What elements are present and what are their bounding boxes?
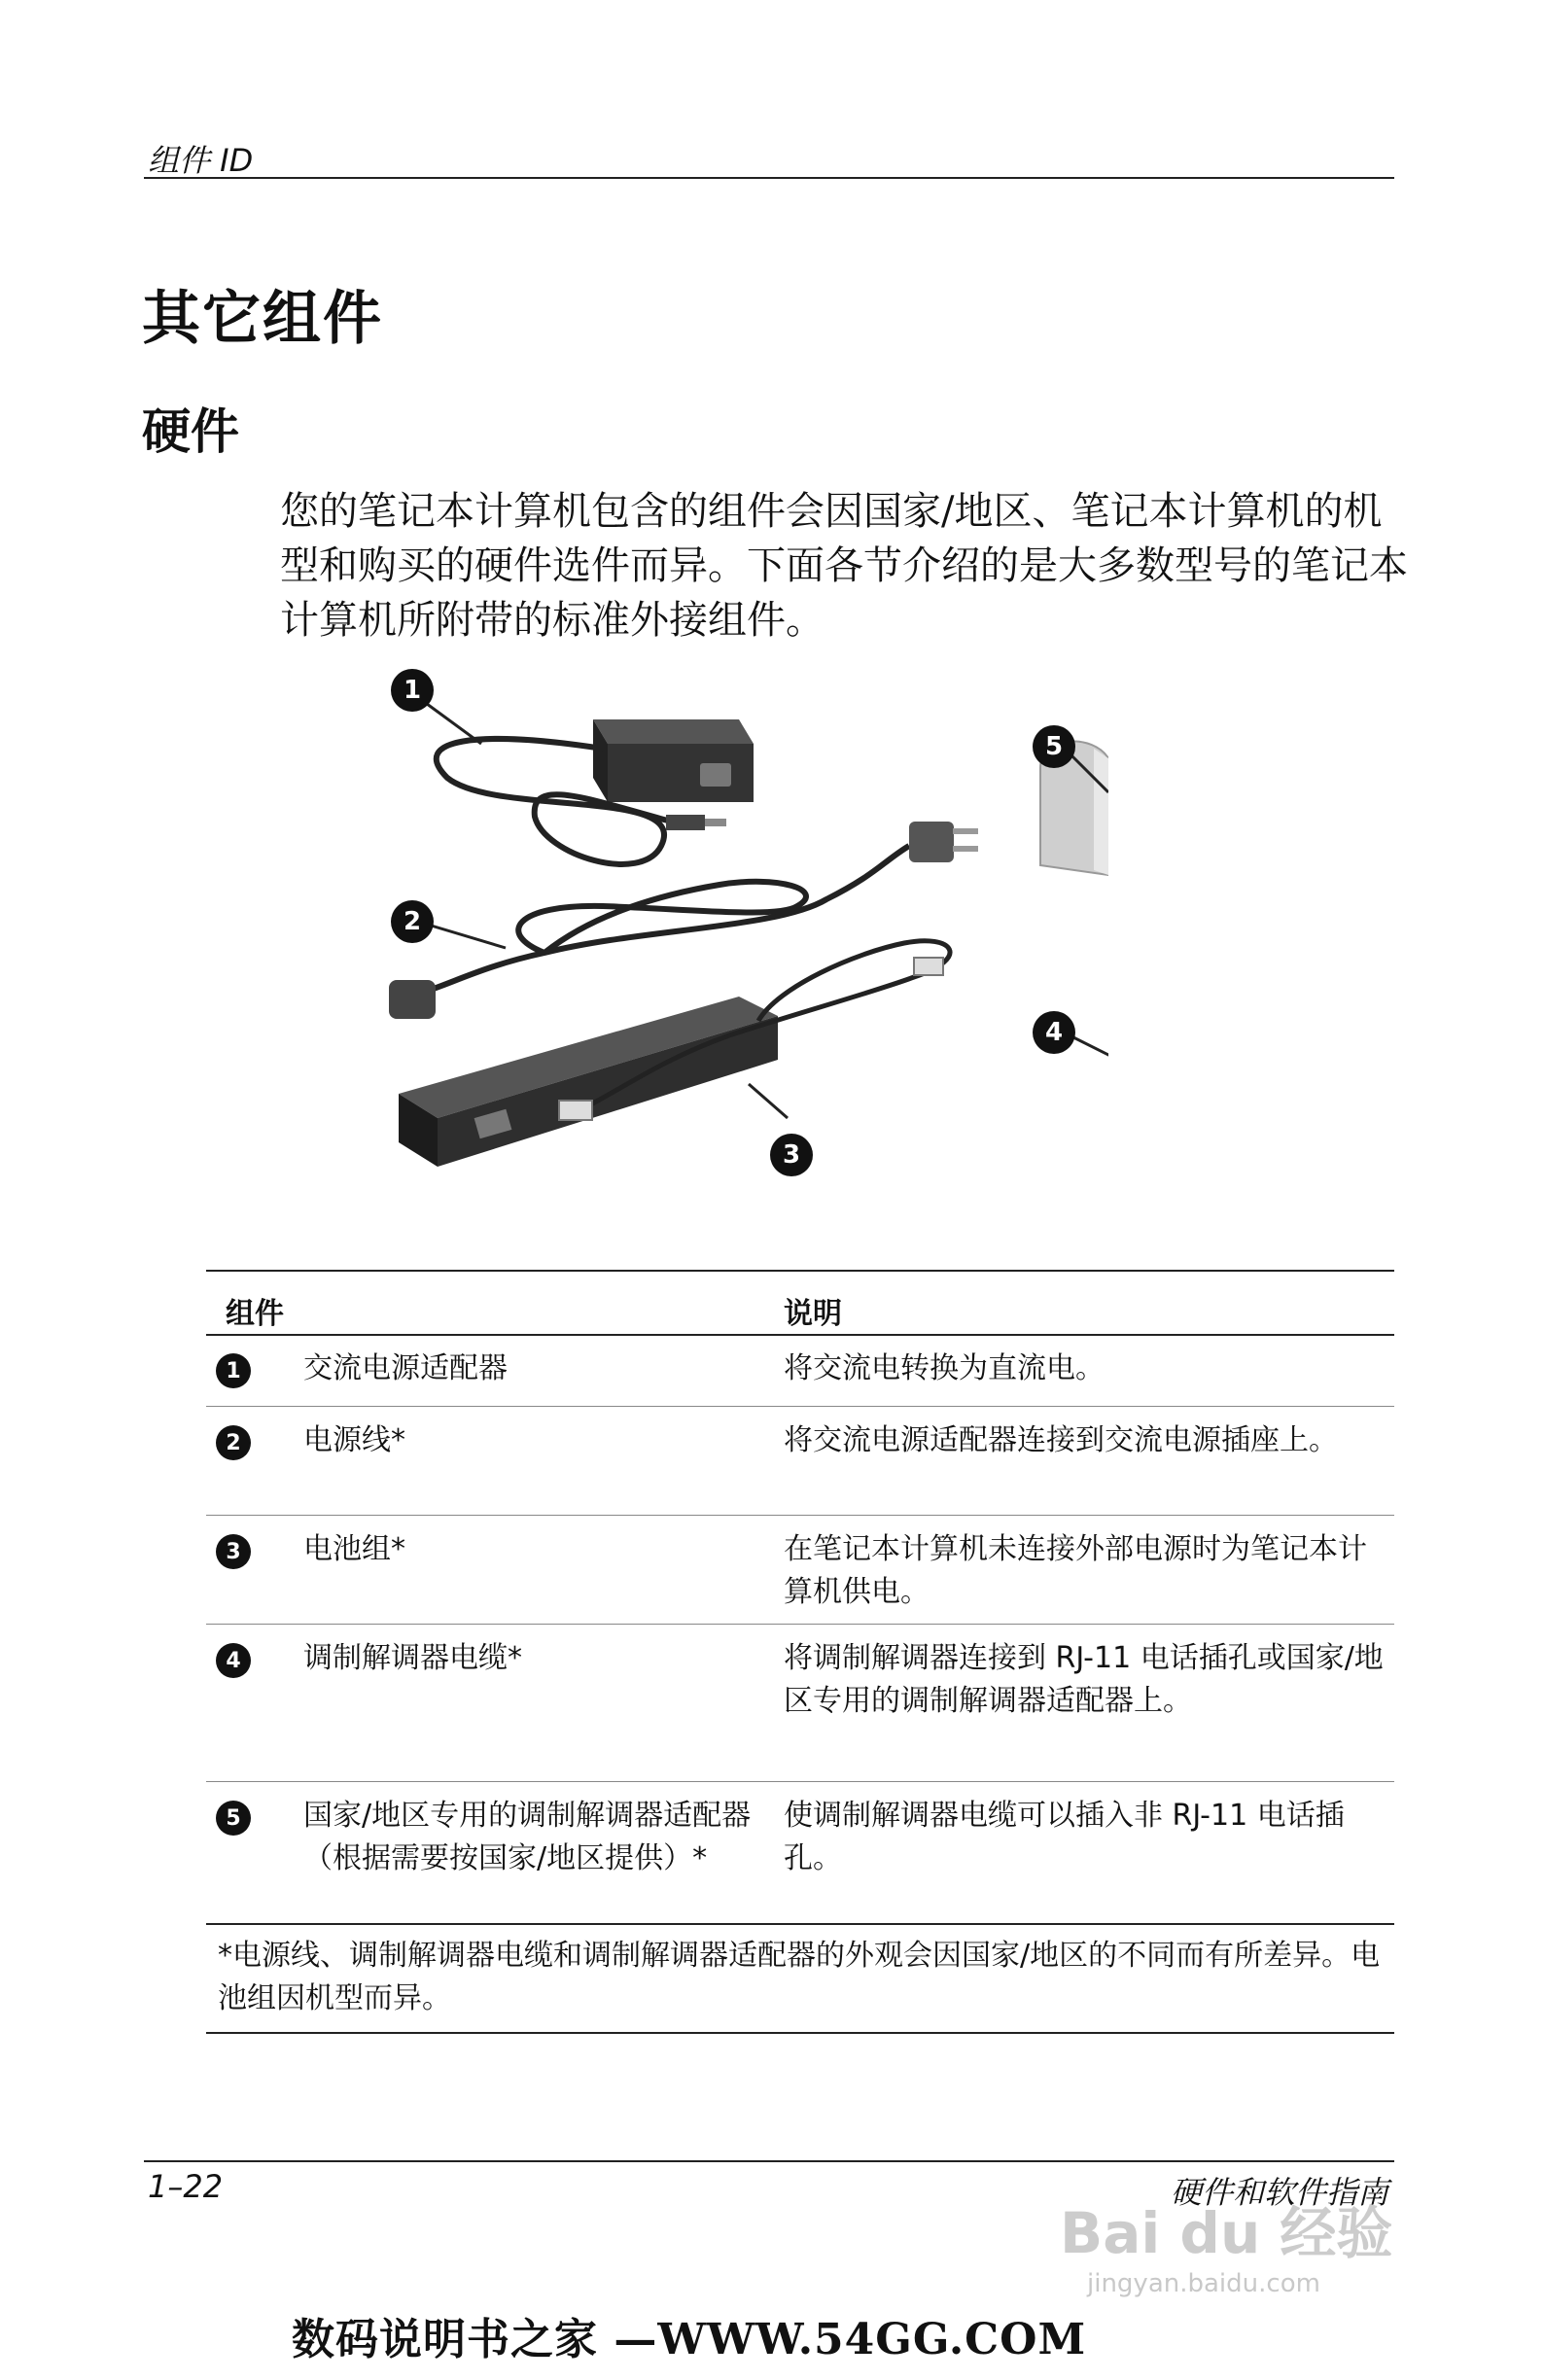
row-description: 使调制解调器电缆可以插入非 RJ-11 电话插孔。 [784,1799,1345,1875]
power-cord-image [389,822,978,1019]
row-description: 将交流电源适配器连接到交流电源插座上。 [784,1423,1338,1457]
row-component: 电池组* [303,1532,405,1566]
row-component: 国家/地区专用的调制解调器适配器 （根据需要按国家/地区提供）* [303,1799,752,1875]
baidu-watermark: Bai du 经验 [1060,2200,1393,2266]
row-description: 将交流电转换为直流电。 [784,1351,1105,1385]
row-divider [206,1624,1394,1625]
site-banner: 数码说明书之家 —WWW.54GG.COM [292,2315,1087,2364]
table-bottom-rule [206,2032,1394,2034]
components-illustration [369,651,1108,1196]
intro-paragraph: 您的笔记本计算机包含的组件会因国家/地区、笔记本计算机的机型和购买的硬件选件而异。下面各节介绍的是大多数型号的笔记本计算机所附带的标准外接组件。 [280,489,1408,643]
guide-title: 硬件和软件指南 [1170,2174,1388,2211]
row-number: 2 [216,1425,251,1460]
column-header-component: 组件 [226,1297,284,1331]
callout-5: 5 [1033,725,1075,768]
section-title: 其它组件 [142,285,383,353]
row-number: 4 [216,1643,251,1678]
callout-1: 1 [391,669,434,712]
page-number: 1–22 [148,2168,224,2205]
row-divider [206,1781,1394,1782]
table-top-rule [206,1270,1394,1272]
row-description: 在笔记本计算机未连接外部电源时为笔记本计算机供电。 [784,1532,1367,1609]
row-description: 将调制解调器连接到 RJ-11 电话插孔或国家/地区专用的调制解调器适配器上。 [784,1641,1384,1718]
footer-rule [144,2160,1394,2162]
ac-adapter-image [437,719,754,864]
running-header: 组件 ID [148,142,254,179]
components-drawing [369,651,1108,1196]
battery-image [399,997,778,1167]
table-footnote: *电源线、调制解调器电缆和调制解调器适配器的外观会因国家/地区的不同而有所差异。电池组因机型而异。 [218,1939,1381,2015]
row-component: 交流电源适配器 [303,1351,508,1385]
component-table [206,1270,1394,2038]
header-rule [144,177,1394,179]
callout-4: 4 [1033,1011,1075,1054]
callout-2: 2 [391,900,434,943]
table-header-rule [206,1334,1394,1336]
row-divider [206,1515,1394,1516]
callout-3: 3 [770,1134,813,1176]
row-number: 3 [216,1534,251,1569]
row-component: 电源线* [303,1423,405,1457]
subsection-title: 硬件 [142,403,239,460]
baidu-watermark-url: jingyan.baidu.com [1087,2269,1320,2298]
row-component: 调制解调器电缆* [303,1641,522,1675]
row-number: 1 [216,1353,251,1388]
footnote-rule [206,1923,1394,1925]
column-header-description: 说明 [784,1297,842,1331]
row-divider [206,1406,1394,1407]
row-number: 5 [216,1801,251,1836]
